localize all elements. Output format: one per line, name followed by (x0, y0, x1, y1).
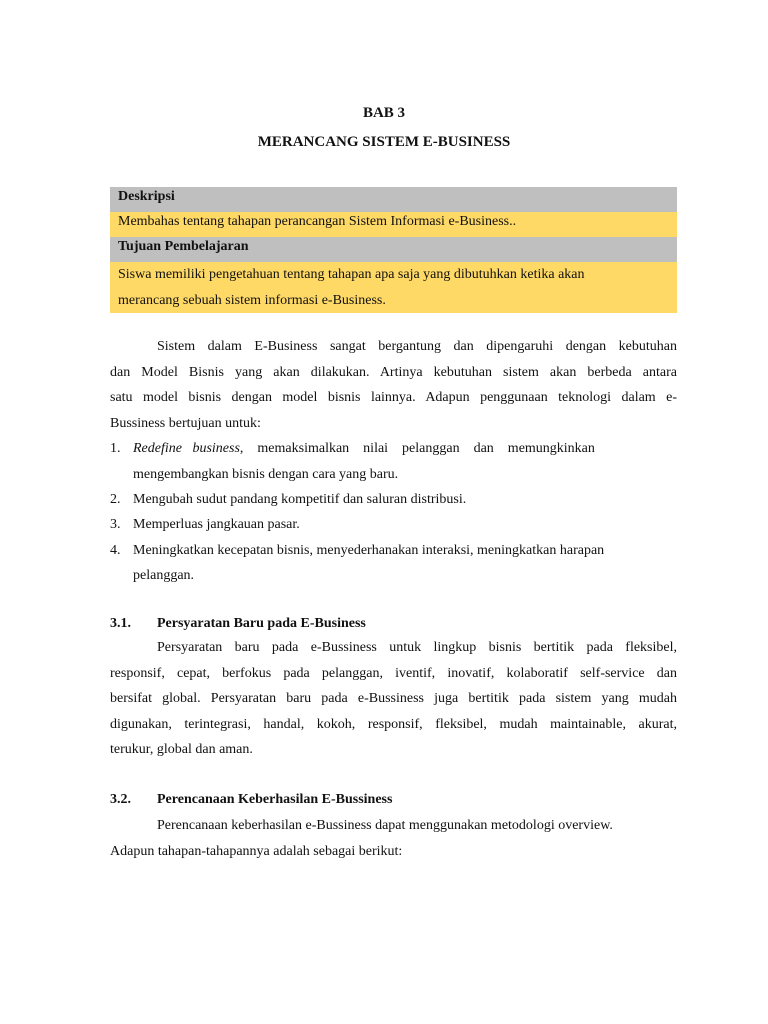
section-title: Perencanaan Keberhasilan E-Bussiness (157, 792, 393, 807)
paragraph-line: Bussiness bertujuan untuk: (110, 415, 261, 431)
list-item-line: Meningkatkan kecepatan bisnis, menyederhanakan interaksi, meningkatkan harapan (133, 542, 605, 558)
description-text: Membahas tentang tahapan perancangan Sistem Informasi e-Business.. (110, 212, 677, 237)
paragraph-line: bersifat global. Persyaratan baru pada e-Bussiness juga bertitik pada sistem yang mudah (110, 691, 677, 706)
list-item-italic: Redefine business (133, 441, 240, 456)
section-number: 3.2. (110, 792, 131, 807)
paragraph-line: Adapun tahapan-tahapannya adalah sebagai berikut: (110, 843, 403, 859)
paragraph-line: dan Model Bisnis yang akan dilakukan. Artinya kebutuhan sistem akan berbeda antara (110, 364, 677, 380)
list-item-line (133, 436, 677, 462)
learning-goal-line: merancang sebuah sistem informasi e-Business. (118, 293, 386, 308)
section-title: Persyaratan Baru pada E-Business (157, 616, 366, 631)
list-number: 4. (110, 542, 121, 558)
section-number: 3.1. (110, 616, 131, 631)
paragraph-line: responsif, cepat, berfokus pada pelanggan, iventif, inovatif, kolaboratif self-service dan (110, 665, 677, 681)
list-item-line: mengembangkan bisnis dengan cara yang baru. (133, 466, 399, 482)
list-number: 1. (110, 441, 121, 456)
paragraph-line: Persyaratan baru pada e-Bussiness untuk lingkup bisnis bertitik pada fleksibel, (157, 640, 677, 655)
list-number: 2. (110, 492, 121, 507)
list-item-text: , memaksimalkan nilai pelanggan dan memungkinkan (239, 441, 595, 456)
list-item-line: Mengubah sudut pandang kompetitif dan saluran distribusi. (133, 492, 467, 507)
chapter-number: BAB 3 (362, 105, 406, 121)
list-number: 3. (110, 517, 121, 532)
list-item-line: Memperluas jangkauan pasar. (133, 517, 300, 532)
paragraph-line: satu model bisnis dengan model bisnis lainnya. Adapun penggunaan teknologi dalam e- (110, 390, 677, 405)
list-item-line: pelanggan. (133, 568, 195, 583)
paragraph-line: digunakan, terintegrasi, handal, kokoh, responsif, fleksibel, mudah maintainable, akurat, (110, 716, 677, 732)
learning-goal-label: Tujuan Pembelajaran (110, 237, 677, 262)
learning-goal-text (110, 262, 677, 313)
paragraph-line: Sistem dalam E-Business sangat bergantung dan dipengaruhi dengan kebutuhan (157, 339, 677, 354)
chapter-title: MERANCANG SISTEM E-BUSINESS (257, 134, 511, 150)
learning-goal-line: Siswa memiliki pengetahuan tentang tahapan apa saja yang dibutuhkan ketika akan (118, 267, 585, 282)
paragraph-line: terukur, global dan aman. (110, 742, 253, 757)
description-label: Deskripsi (110, 187, 677, 212)
paragraph-line: Perencanaan keberhasilan e-Bussiness dapat menggunakan metodologi overview. (157, 818, 613, 833)
